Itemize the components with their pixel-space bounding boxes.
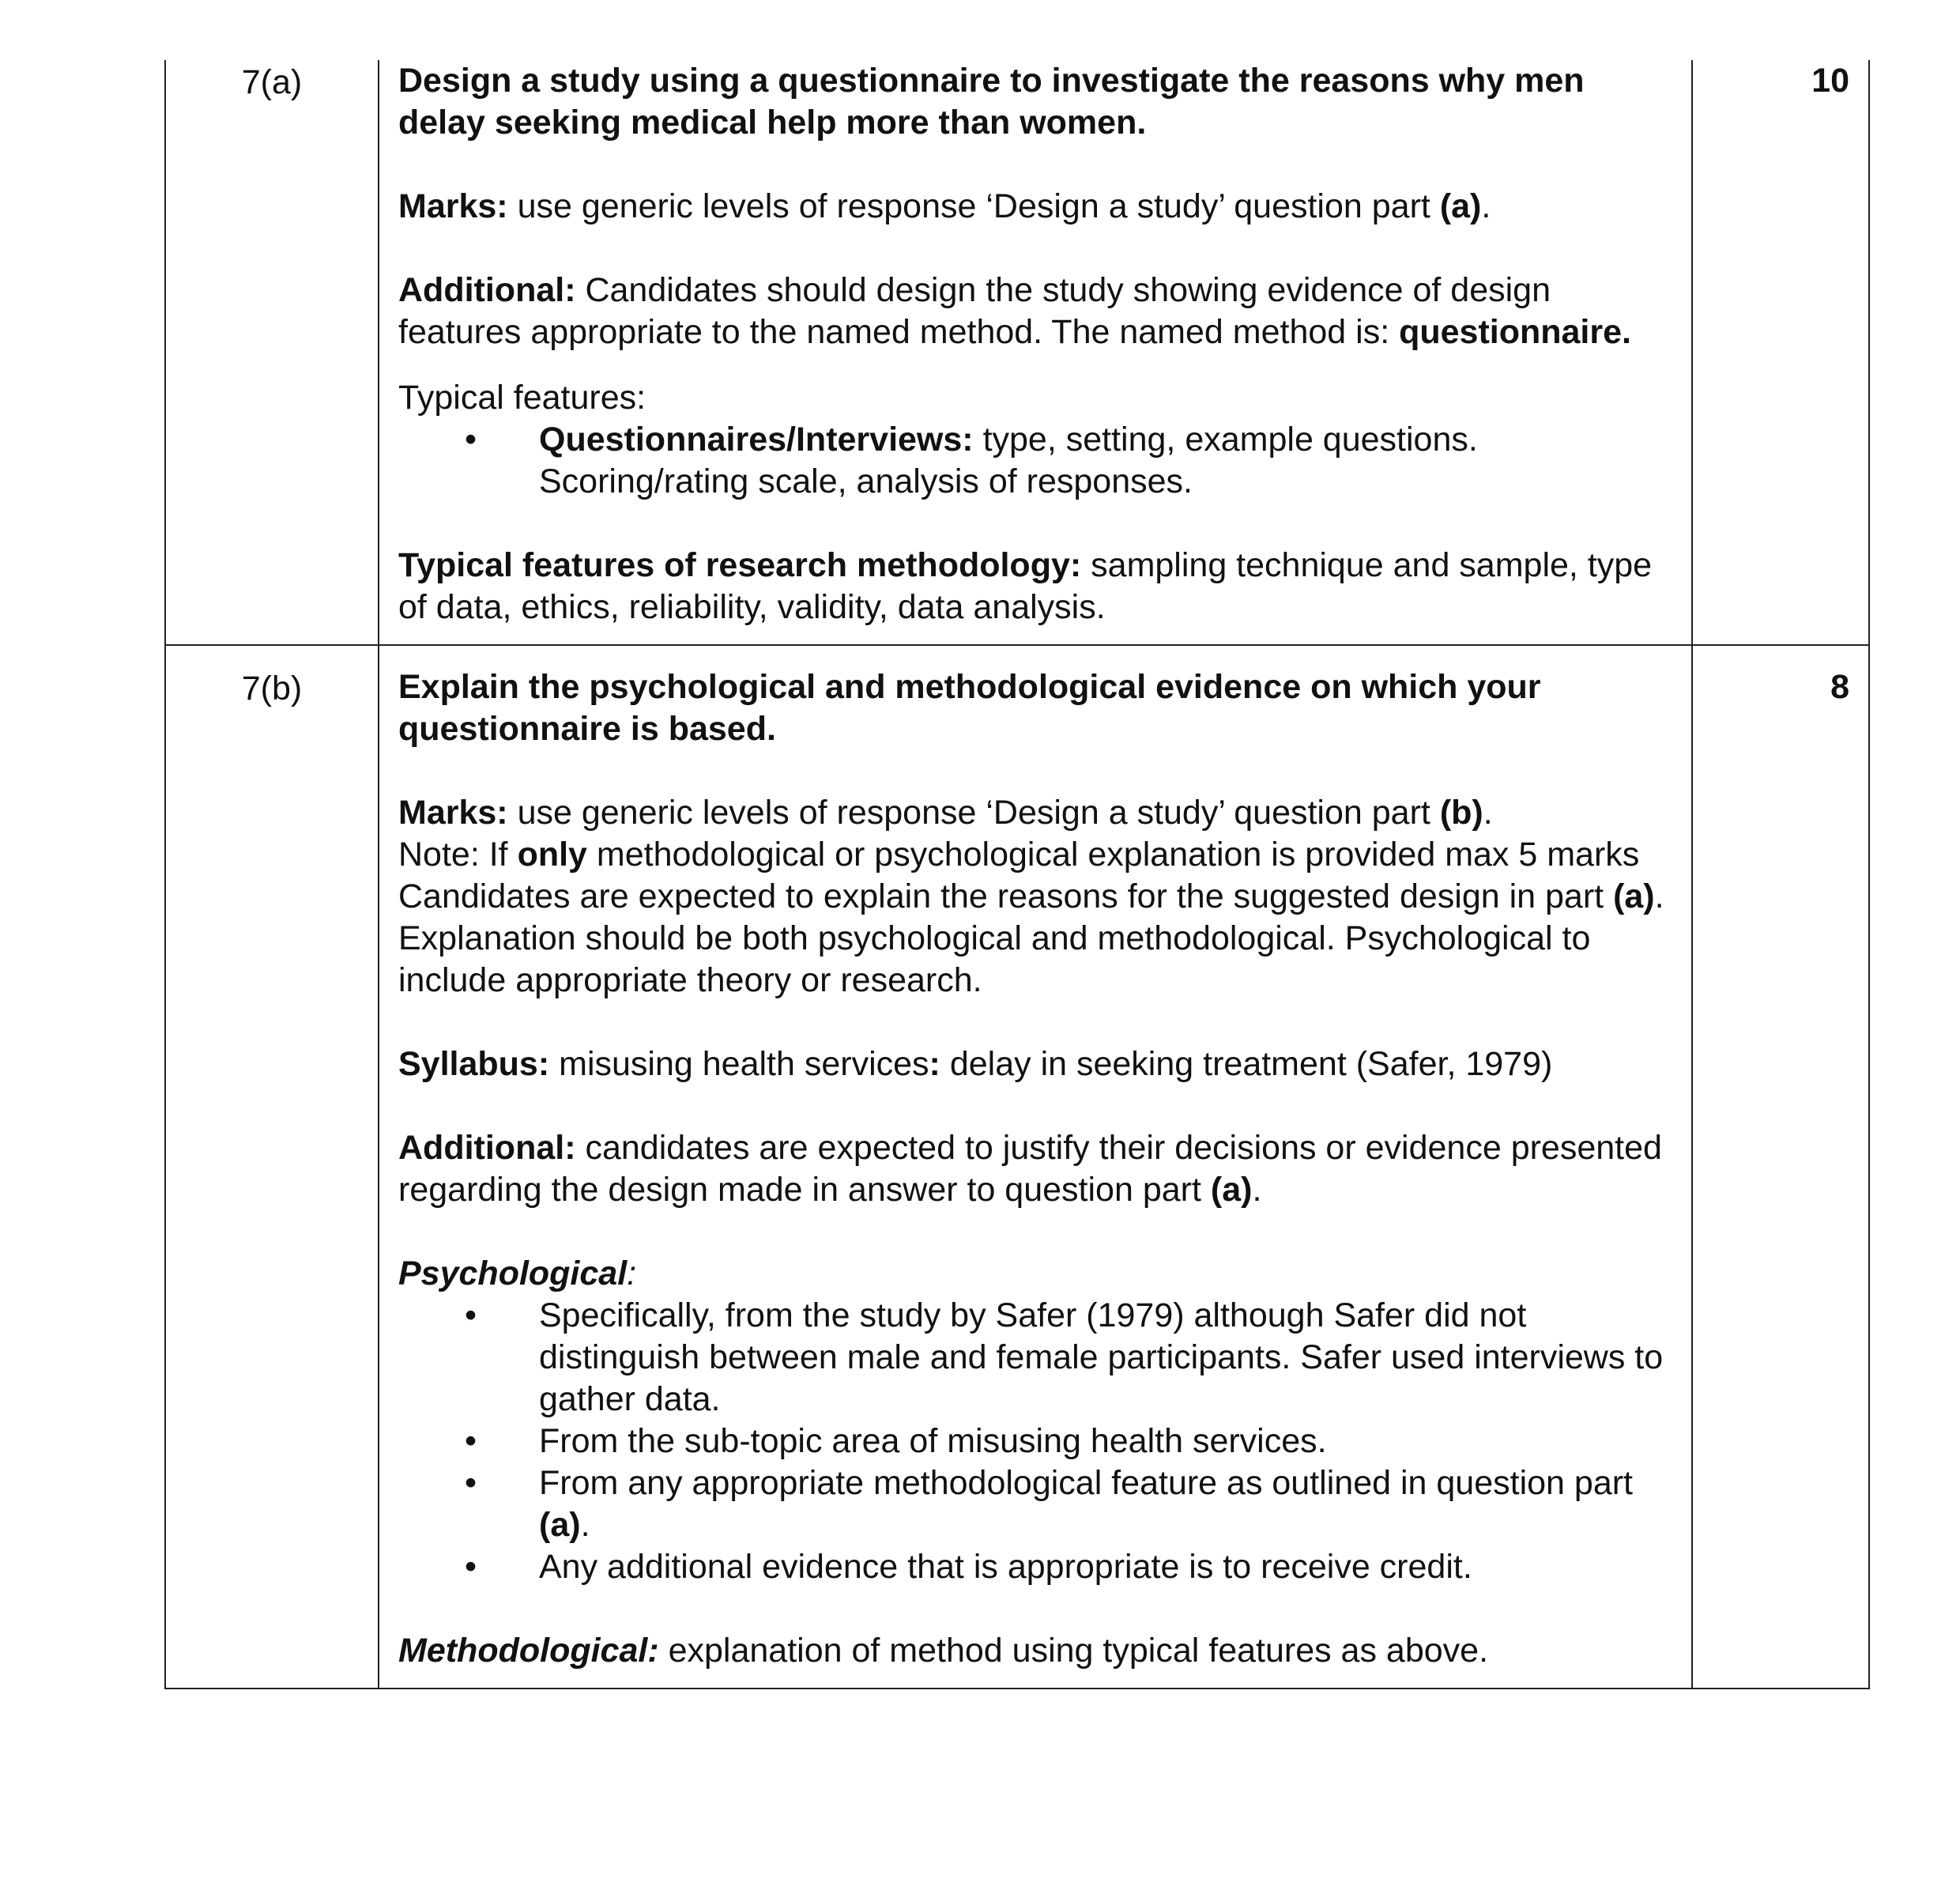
methodological-paragraph: Methodological: explanation of method using typical features as above. xyxy=(398,1632,1489,1670)
bullet-icon: • xyxy=(465,1464,477,1502)
question-number-cell xyxy=(165,60,379,645)
methodology-paragraph: Typical features of research methodology: sampling technique and sample, type of data, ethics, reliability, validity, data analysis. xyxy=(398,546,1653,626)
question-number: 7(b) xyxy=(241,670,303,708)
list-item: • From any appropriate methodological feature as outlined in question part (a). xyxy=(465,1464,1633,1544)
question-text: Explain the psychological and methodological evidence on which your questionnaire is based. xyxy=(398,668,1541,748)
syllabus-paragraph: Syllabus: misusing health services: delay in seeking treatment (Safer, 1979) xyxy=(398,1045,1553,1083)
marks-value: 10 xyxy=(1811,62,1849,100)
psychological-list xyxy=(398,1295,1672,1588)
mark-scheme-table xyxy=(164,60,1870,1689)
marks-cell xyxy=(1692,645,1869,1689)
note-paragraph: Note: If only methodological or psychological explanation is provided max 5 marks xyxy=(398,836,1640,874)
bullet-icon: • xyxy=(465,1548,477,1586)
mark-scheme-sheet xyxy=(164,60,1849,1689)
guidance-cell xyxy=(379,60,1692,645)
list-item: • Questionnaires/Interviews: type, setting, example questions. Scoring/rating scale, analysis of responses. xyxy=(465,421,1478,500)
marks-line: Marks: use generic levels of response ‘Design a study’ question part (a). xyxy=(398,187,1491,225)
table-row xyxy=(165,60,1869,645)
candidates-paragraph: Candidates are expected to explain the reasons for the suggested design in part (a). Explanation should be both psychological and methodological. Psychological to include appropriate theory or research. xyxy=(398,877,1664,999)
additional-paragraph: Additional: Candidates should design the study showing evidence of design features appropriate to the named method. The named method is: questionnaire. xyxy=(398,271,1631,351)
additional-paragraph: Additional: candidates are expected to justify their decisions or evidence presented regarding the design made in answer to question part (a). xyxy=(398,1129,1662,1209)
bullet-icon: • xyxy=(465,1296,477,1334)
bullet-icon: • xyxy=(465,421,477,458)
table-row xyxy=(165,645,1869,1689)
bullet-icon: • xyxy=(465,1422,477,1460)
list-item: • Any additional evidence that is appropriate is to receive credit. xyxy=(398,1546,1672,1588)
marks-value: 8 xyxy=(1830,668,1849,706)
typical-features-heading: Typical features: xyxy=(398,379,646,417)
question-number-cell xyxy=(165,645,379,1689)
question-text: Design a study using a questionnaire to investigate the reasons why men delay seeking medical help more than women. xyxy=(398,62,1585,142)
marks-cell xyxy=(1692,60,1869,645)
question-number: 7(a) xyxy=(241,63,303,101)
list-item: • Specifically, from the study by Safer (1979) although Safer did not distinguish between male and female participants. Safer used interviews to gather data. xyxy=(465,1296,1664,1418)
typical-features-list xyxy=(398,419,1672,503)
psychological-heading: Psychological: xyxy=(398,1255,637,1292)
list-item: • From the sub-topic area of misusing health services. xyxy=(398,1421,1672,1462)
marks-line: Marks: use generic levels of response ‘Design a study’ question part (b). xyxy=(398,794,1493,832)
guidance-cell xyxy=(379,645,1692,1689)
